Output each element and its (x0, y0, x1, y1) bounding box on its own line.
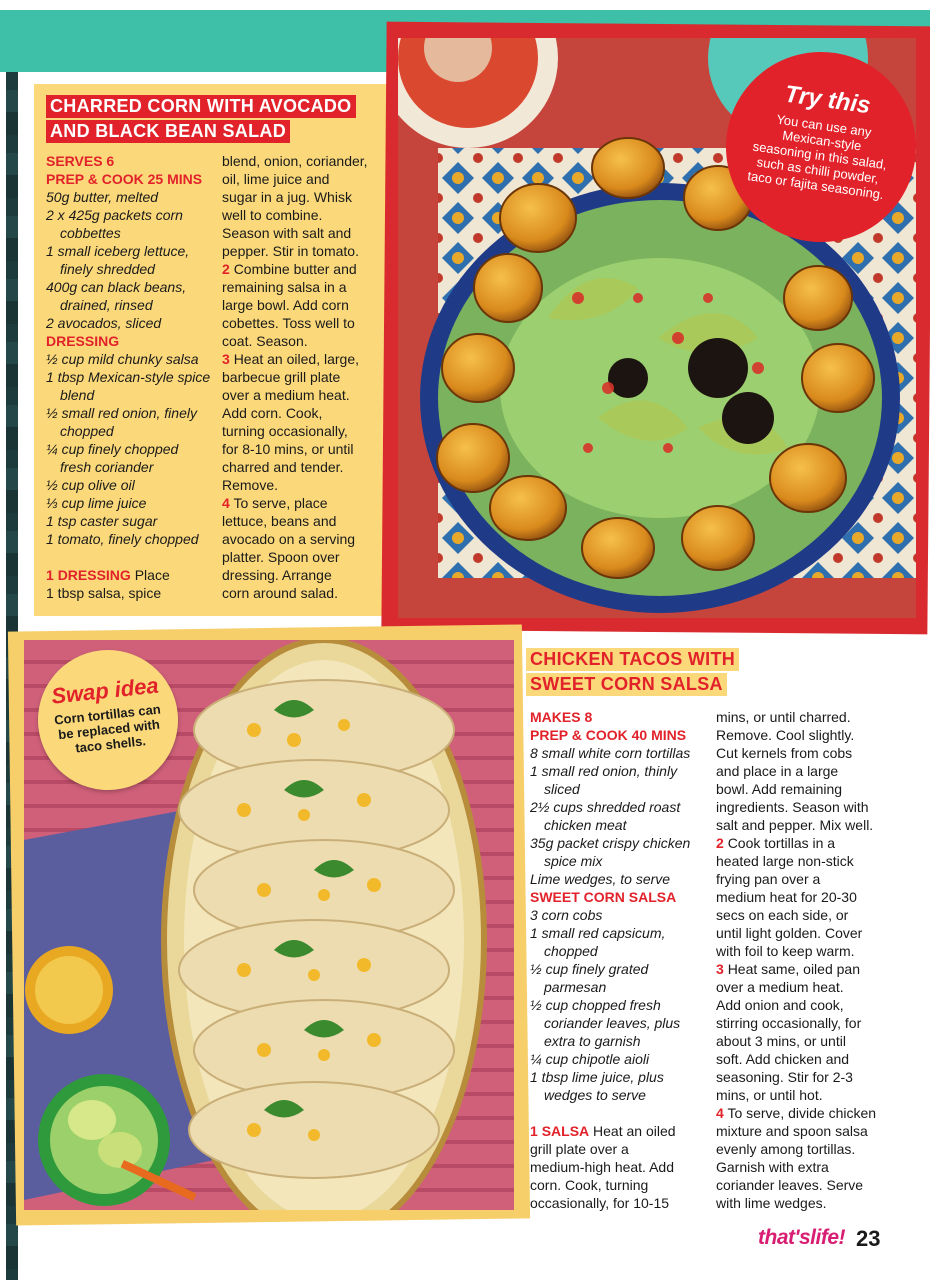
method-line: To serve, divide chicken (727, 1105, 877, 1121)
try-this-body: You can use any Mexican-style seasoning in this salad, such as chilli powder, taco or fajita seasoning. (746, 111, 888, 203)
ingredient: blend (60, 387, 95, 403)
ingredient: fresh coriander (60, 459, 154, 475)
ingredient: 400g can black beans, (46, 279, 187, 295)
method-line: cobettes. Toss well to (222, 315, 355, 331)
method-line: Cut kernels from cobs (716, 745, 853, 761)
ingredient: 8 small white corn tortillas (530, 745, 691, 761)
ingredient: extra to garnish (544, 1033, 641, 1049)
magazine-logo: that'slife! (758, 1226, 846, 1249)
method-line: Garnish with extra (716, 1159, 829, 1175)
method-line: charred and tender. (222, 459, 344, 475)
method-line: platter. Spoon over (222, 549, 340, 565)
step-number: 1 (530, 1123, 538, 1139)
method-line: well to combine. (222, 207, 323, 223)
step-number: 4 (222, 495, 230, 511)
method-line: with lime wedges. (716, 1195, 827, 1211)
method-line: occasionally, for 10-15 (530, 1195, 670, 1211)
step-number: 2 (222, 261, 230, 277)
recipe1-serves: SERVES 6 (46, 153, 115, 169)
ingredient: coriander leaves, plus (544, 1015, 681, 1031)
ingredient: 2 avocados, sliced (46, 315, 162, 331)
method-line: blend, onion, coriander, (222, 153, 368, 169)
recipe2-step3 (716, 960, 902, 978)
ingredient: ½ cup chopped fresh (530, 997, 661, 1013)
recipe1-title-line2: AND BLACK BEAN SALAD (46, 120, 290, 143)
ingredient: 35g packet crispy chicken (530, 835, 691, 851)
ingredient: ½ cup olive oil (46, 477, 135, 493)
method-line: Remove. Cool slightly. (716, 727, 855, 743)
method-line: remaining salsa in a (222, 279, 347, 295)
method-line: lettuce, beans and (222, 513, 337, 529)
method-line: bowl. Add remaining (716, 781, 843, 797)
recipe2-step4 (716, 1104, 902, 1122)
method-line: over a medium heat. (716, 979, 844, 995)
method-line: about 3 mins, or until (716, 1033, 846, 1049)
step-number: 3 (222, 351, 230, 367)
ingredient: ½ cup mild chunky salsa (46, 351, 199, 367)
method-line: medium-high heat. Add (530, 1159, 674, 1175)
recipe2-ingredients (530, 744, 714, 888)
method-line: until light golden. Cover (716, 925, 863, 941)
method-line: coat. Season. (222, 333, 308, 349)
recipe1-col1 (46, 152, 218, 602)
dressing-ingredients (46, 350, 218, 548)
ingredient: chopped (60, 423, 114, 439)
ingredient: chicken meat (544, 817, 627, 833)
ingredient: 50g butter, melted (46, 189, 159, 205)
dressing-heading: DRESSING (46, 333, 120, 349)
method-line: corn around salad. (222, 585, 338, 601)
step-number: 3 (716, 961, 724, 977)
recipe2-title-line1: CHICKEN TACOS WITH (526, 648, 739, 671)
ingredient: drained, rinsed (60, 297, 153, 313)
method-line: and place in a large (716, 763, 839, 779)
recipe2-prep: PREP & COOK 40 MINS (530, 727, 687, 743)
page-number: 23 (856, 1226, 881, 1251)
method-line: Cook tortillas in a (727, 835, 836, 851)
recipe2-makes: MAKES 8 (530, 709, 593, 725)
method-line: Combine butter and (233, 261, 357, 277)
recipe1-ingredients (46, 188, 218, 332)
method-line: To serve, place (233, 495, 328, 511)
ingredient: Lime wedges, to serve (530, 871, 671, 887)
swap-idea-heading: Swap idea (50, 672, 160, 709)
method-line: coriander leaves. Serve (716, 1177, 864, 1193)
method-line: soft. Add chicken and (716, 1051, 850, 1067)
step-label: SALSA (541, 1123, 590, 1139)
method-line: frying pan over a (716, 871, 821, 887)
method-line: barbecue grill plate (222, 369, 341, 385)
recipe1-col2 (222, 152, 382, 602)
step-number: 1 (46, 567, 54, 583)
step-number: 2 (716, 835, 724, 851)
method-line: large bowl. Add corn (222, 297, 349, 313)
method-line: heated large non-stick (716, 853, 854, 869)
ingredient: ½ cup finely grated (530, 961, 649, 977)
method-line: avocado on a serving (222, 531, 356, 547)
ingredient: 3 corn cobs (530, 907, 603, 923)
ingredient: cobbettes (60, 225, 121, 241)
method-line: turning occasionally, (222, 423, 348, 439)
method-line: Add corn. Cook, (222, 405, 323, 421)
recipe1-step1 (46, 566, 218, 584)
ingredient: ¼ cup finely chopped (46, 441, 179, 457)
recipe2-title (526, 648, 739, 696)
step-text: Place (134, 567, 170, 583)
method-line: stirring occasionally, for (716, 1015, 862, 1031)
salsa-ingredients (530, 906, 714, 1104)
recipe1-step4 (222, 494, 382, 512)
ingredient: 1 tbsp lime juice, plus (530, 1069, 664, 1085)
ingredient: 2 x 425g packets corn (46, 207, 183, 223)
ingredient: 1 small iceberg lettuce, (46, 243, 190, 259)
method-line: seasoning. Stir for 2-3 (716, 1069, 853, 1085)
method-line: Remove. (222, 477, 279, 493)
method-line: mixture and spoon salsa (716, 1123, 868, 1139)
method-line: Heat an oiled, large, (233, 351, 359, 367)
swap-idea-body: Corn tortillas can be replaced with taco shells. (53, 701, 162, 756)
method-line: mins, or until hot. (716, 1087, 823, 1103)
method-line: grill plate over a (530, 1141, 629, 1157)
recipe2-col1 (530, 708, 714, 1212)
method-line: corn. Cook, turning (530, 1177, 649, 1193)
recipe2-col2 (716, 708, 902, 1212)
page-margin (0, 72, 6, 1280)
step-label: DRESSING (57, 567, 131, 583)
method-line: pepper. Stir in tomato. (222, 243, 359, 259)
recipe1-step3 (222, 350, 382, 368)
try-this-heading: Try this (783, 80, 873, 120)
method-line: evenly among tortillas. (716, 1141, 856, 1157)
ingredient: 2½ cups shredded roast (530, 799, 681, 815)
method-line: for 8-10 mins, or until (222, 441, 354, 457)
method-line: Add onion and cook, (716, 997, 844, 1013)
step-text: Heat an oiled (593, 1123, 676, 1139)
ingredient: parmesan (544, 979, 607, 995)
salsa-heading: SWEET CORN SALSA (530, 889, 677, 905)
ingredient: finely shredded (60, 261, 155, 277)
method-line: Heat same, oiled pan (727, 961, 860, 977)
method-line: ingredients. Season with (716, 799, 869, 815)
recipe2-step1 (530, 1122, 714, 1140)
method-line: secs on each side, or (716, 907, 849, 923)
ingredient: wedges to serve (544, 1087, 646, 1103)
method-line: with foil to keep warm. (716, 943, 855, 959)
ingredient: ½ small red onion, finely (46, 405, 197, 421)
method-line: mins, or until charred. (716, 709, 851, 725)
recipe2-title-line2: SWEET CORN SALSA (526, 673, 727, 696)
ingredient: spice mix (544, 853, 603, 869)
ingredient: ¼ cup chipotle aioli (530, 1051, 650, 1067)
method-line: salt and pepper. Mix well. (716, 817, 874, 833)
step-number: 4 (716, 1105, 724, 1121)
recipe1-title (46, 95, 356, 143)
method-line: sugar in a jug. Whisk (222, 189, 352, 205)
ingredient: 1 small red onion, thinly (530, 763, 678, 779)
method-line: dressing. Arrange (222, 567, 332, 583)
method-line: oil, lime juice and (222, 171, 330, 187)
method-line: over a medium heat. (222, 387, 350, 403)
ingredient: 1 tomato, finely chopped (46, 531, 199, 547)
method-line: medium heat for 20-30 (716, 889, 857, 905)
ingredient: ⅓ cup lime juice (46, 495, 147, 511)
recipe1-prep: PREP & COOK 25 MINS (46, 171, 203, 187)
step-text: 1 tbsp salsa, spice (46, 585, 162, 601)
ingredient: 1 tbsp Mexican-style spice (46, 369, 211, 385)
recipe1-title-line1: CHARRED CORN WITH AVOCADO (46, 95, 356, 118)
method-line: Season with salt and (222, 225, 352, 241)
ingredient: sliced (544, 781, 580, 797)
ingredient: chopped (544, 943, 598, 959)
ingredient: 1 small red capsicum, (530, 925, 666, 941)
recipe1-step2 (222, 260, 382, 278)
ingredient: 1 tsp caster sugar (46, 513, 158, 529)
recipe2-step2 (716, 834, 902, 852)
